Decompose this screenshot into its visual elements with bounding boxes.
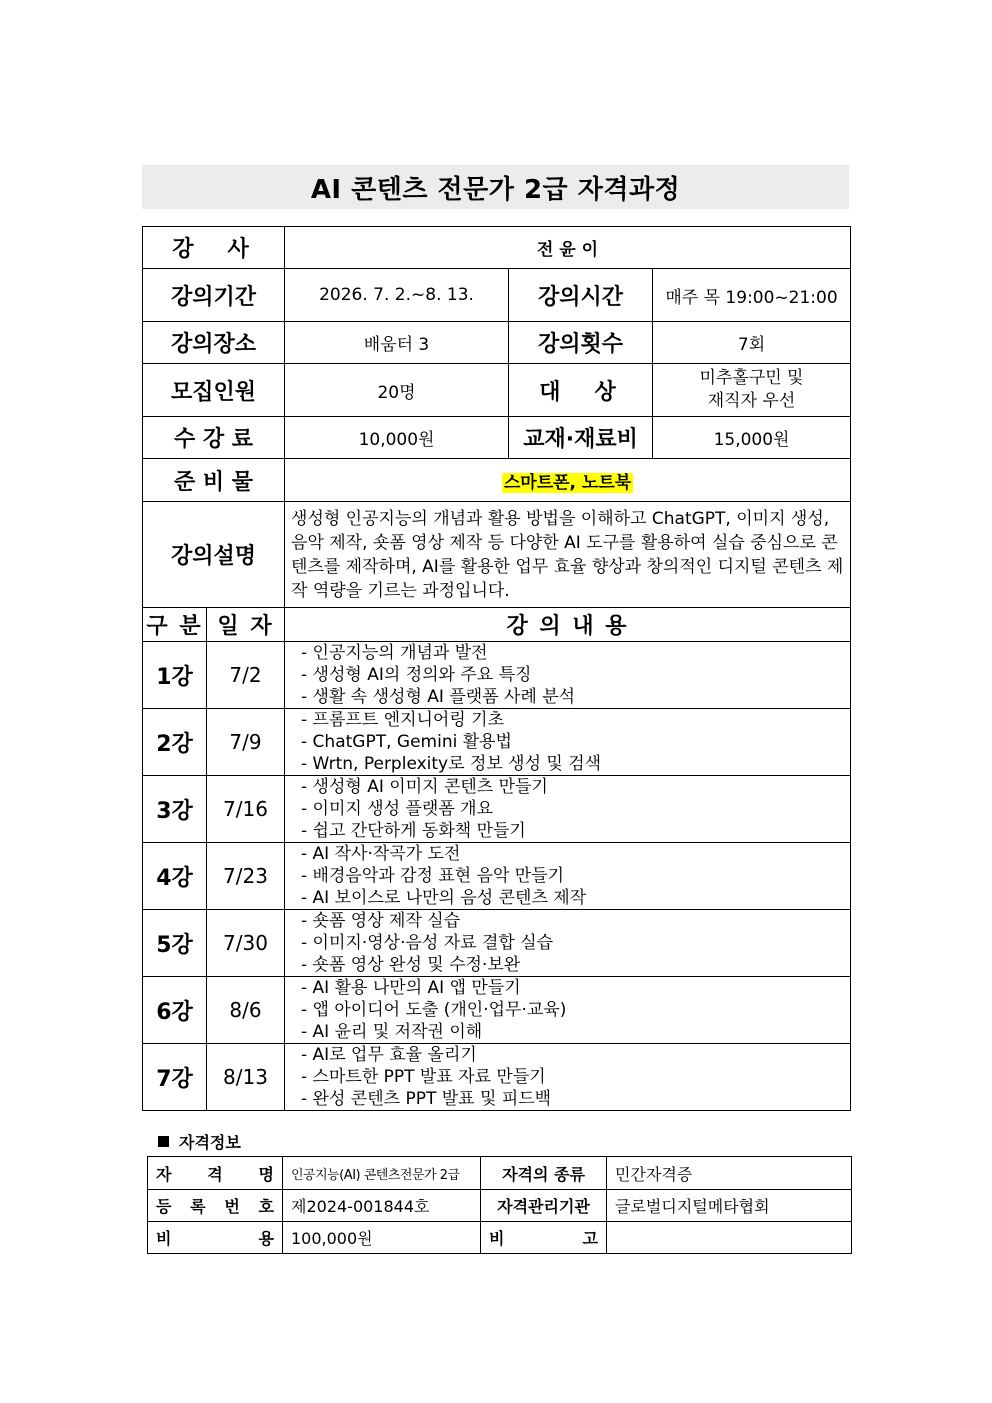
- cert-value-reg: 제2024-001844호: [283, 1190, 481, 1222]
- row-recruit: [143, 364, 851, 417]
- cert-label-cost: 비 용: [148, 1222, 283, 1254]
- cert-label-type: 자격의 종류: [481, 1157, 607, 1190]
- lecture-item: - 스마트한 PPT 발표 자료 만들기: [301, 1067, 546, 1087]
- label-recruit: 모집인원: [143, 364, 285, 417]
- lecture-row: [143, 977, 851, 1044]
- lecture-content: [285, 1044, 851, 1111]
- lecture-row: [143, 776, 851, 843]
- cert-row-cost: [148, 1222, 852, 1254]
- square-bullet-icon: [158, 1136, 169, 1147]
- page-title: AI 콘텐츠 전문가 2급 자격과정: [310, 174, 681, 205]
- course-table: [142, 226, 851, 1111]
- value-prep: 스마트폰, 노트북: [503, 472, 632, 493]
- lecture-date: 7/30: [207, 910, 285, 977]
- lecture-content: [285, 709, 851, 776]
- value-fee: 10,000원: [285, 417, 509, 459]
- lecture-item: - 생활 속 생성형 AI 플랫폼 사례 분석: [301, 687, 576, 707]
- label-instructor: 강 사: [143, 227, 285, 269]
- value-prep-cell: [285, 459, 851, 502]
- target-line-1: 미추홀구민 및: [699, 368, 804, 388]
- cert-label-note: 비 고: [481, 1222, 607, 1254]
- cert-value-note: [607, 1222, 852, 1254]
- lecture-content: [285, 776, 851, 843]
- header-content: 강 의 내 용: [285, 608, 851, 642]
- lecture-item: - 배경음악과 감정 표현 음악 만들기: [301, 866, 565, 886]
- lecture-number: 7강: [143, 1044, 207, 1111]
- lecture-number: 6강: [143, 977, 207, 1044]
- title-bar: [142, 165, 849, 209]
- label-material: 교재·재료비: [509, 417, 653, 459]
- cert-section-title: 자격정보: [158, 1130, 241, 1153]
- lecture-item: - 인공지능의 개념과 발전: [301, 643, 488, 663]
- lecture-number: 3강: [143, 776, 207, 843]
- row-prep: [143, 459, 851, 502]
- row-desc: [143, 502, 851, 608]
- lecture-item: - 숏폼 영상 완성 및 수정·보완: [301, 955, 521, 975]
- label-fee: 수 강 료: [143, 417, 285, 459]
- value-material: 15,000원: [653, 417, 851, 459]
- label-target: 대 상: [509, 364, 653, 417]
- lecture-item: - 쉽고 간단하게 동화책 만들기: [301, 821, 526, 841]
- lecture-item: - 앱 아이디어 도출 (개인·업무·교육): [301, 1000, 567, 1020]
- value-desc: 생성형 인공지능의 개념과 활용 방법을 이해하고 ChatGPT, 이미지 생성, 음악 제작, 숏폼 영상 제작 등 다양한 AI 도구를 활용하여 실습 중심으로 콘텐츠를 제작하며, AI를 활용한 업무 효율 향상과 창의적인 디지털 콘텐츠 제작 역량을 기르는 과정입니다.: [285, 502, 851, 608]
- lecture-date: 8/6: [207, 977, 285, 1044]
- lecture-item: - 생성형 AI의 정의와 주요 특징: [301, 665, 532, 685]
- row-schedule-header: [143, 608, 851, 642]
- value-instructor: 전 윤 이: [285, 227, 851, 269]
- lecture-date: 7/23: [207, 843, 285, 910]
- lecture-item: - 숏폼 영상 제작 실습: [301, 911, 461, 931]
- lecture-content: [285, 977, 851, 1044]
- lecture-content: [285, 843, 851, 910]
- lecture-item: - 이미지·영상·음성 자료 결합 실습: [301, 933, 554, 953]
- lecture-number: 5강: [143, 910, 207, 977]
- lecture-item: - ChatGPT, Gemini 활용법: [301, 732, 512, 752]
- lecture-item: - AI 윤리 및 저작권 이해: [301, 1022, 483, 1042]
- lecture-date: 8/13: [207, 1044, 285, 1111]
- cert-label-name: 자 격 명: [148, 1157, 283, 1190]
- lecture-list: [143, 642, 851, 1111]
- row-instructor: [143, 227, 851, 269]
- label-place: 강의장소: [143, 322, 285, 364]
- lecture-item: - 이미지 생성 플랫폼 개요: [301, 799, 493, 819]
- lecture-item: - AI 보이스로 나만의 음성 콘텐츠 제작: [301, 888, 587, 908]
- lecture-row: [143, 910, 851, 977]
- label-sessions: 강의횟수: [509, 322, 653, 364]
- lecture-date: 7/16: [207, 776, 285, 843]
- target-line-2: 재직자 우선: [707, 391, 796, 411]
- lecture-content: [285, 910, 851, 977]
- cert-label-org: 자격관리기관: [481, 1190, 607, 1222]
- label-time: 강의시간: [509, 269, 653, 322]
- value-time: 매주 목 19:00~21:00: [653, 269, 851, 322]
- cert-value-cost: 100,000원: [283, 1222, 481, 1254]
- cert-row-name: [148, 1157, 852, 1190]
- lecture-row: [143, 642, 851, 709]
- lecture-number: 4강: [143, 843, 207, 910]
- label-prep: 준 비 물: [143, 459, 285, 502]
- lecture-row: [143, 1044, 851, 1111]
- lecture-content: [285, 642, 851, 709]
- lecture-item: - 완성 콘텐츠 PPT 발표 및 피드백: [301, 1089, 552, 1109]
- lecture-number: 2강: [143, 709, 207, 776]
- lecture-date: 7/9: [207, 709, 285, 776]
- value-period: 2026. 7. 2.~8. 13.: [285, 269, 509, 322]
- cert-row-reg: [148, 1190, 852, 1222]
- lecture-item: - Wrtn, Perplexity로 정보 생성 및 검색: [301, 754, 602, 774]
- value-target: [653, 364, 851, 417]
- lecture-item: - AI로 업무 효율 올리기: [301, 1045, 477, 1065]
- row-place: [143, 322, 851, 364]
- cert-label-reg: 등 록 번 호: [148, 1190, 283, 1222]
- header-date: 일 자: [207, 608, 285, 642]
- cert-value-org: 글로벌디지털메타협회: [607, 1190, 852, 1222]
- lecture-item: - AI 활용 나만의 AI 앱 만들기: [301, 978, 521, 998]
- label-desc: 강의설명: [143, 502, 285, 608]
- lecture-item: - 생성형 AI 이미지 콘텐츠 만들기: [301, 777, 548, 797]
- row-period: [143, 269, 851, 322]
- value-place: 배움터 3: [285, 322, 509, 364]
- lecture-item: - 프롬프트 엔지니어링 기초: [301, 710, 505, 730]
- cert-table: [147, 1156, 852, 1254]
- cert-value-type: 민간자격증: [607, 1157, 852, 1190]
- row-fee: [143, 417, 851, 459]
- label-period: 강의기간: [143, 269, 285, 322]
- lecture-number: 1강: [143, 642, 207, 709]
- lecture-row: [143, 843, 851, 910]
- lecture-row: [143, 709, 851, 776]
- lecture-date: 7/2: [207, 642, 285, 709]
- cert-value-name: 인공지능(AI) 콘텐츠전문가 2급: [283, 1157, 481, 1190]
- lecture-item: - AI 작사·작곡가 도전: [301, 844, 461, 864]
- value-sessions: 7회: [653, 322, 851, 364]
- header-gubun: 구 분: [143, 608, 207, 642]
- value-recruit: 20명: [285, 364, 509, 417]
